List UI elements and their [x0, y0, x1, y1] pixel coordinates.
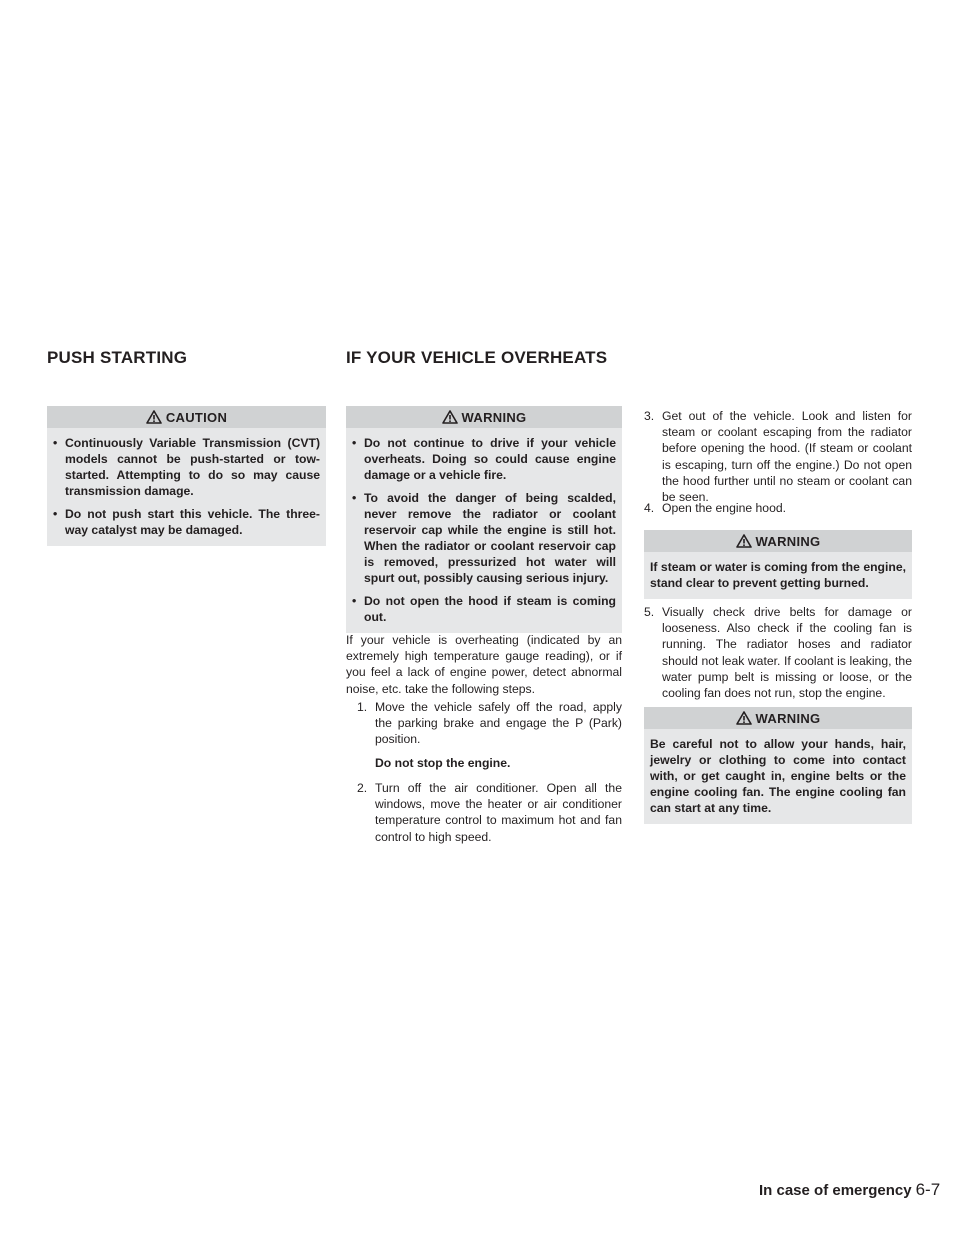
step-item	[644, 500, 912, 516]
warning-bullet-text: To avoid the danger of being scalded, never remove the radiator or coolant reservoir cap while the engine is still hot. When the radiator or coolant reservoir cap is removed, pressurized hot water will spurt out, possibly causing serious injury.	[364, 491, 616, 585]
step-item	[644, 604, 912, 701]
warning-bullet: • Do not open the hood if steam is coming out.	[352, 594, 616, 624]
warning-body: Be careful not to allow your hands, hair, jewelry or clothing to come into contact with, or get caught in, engine belts or the engine cooling fan. The engine cooling fan can start at any time.	[650, 737, 906, 815]
warning-body	[346, 428, 622, 633]
warning-bullet: • Do not continue to drive if your vehicle overheats. Doing so could cause engine damage or a vehicle fire.	[352, 436, 616, 482]
warning-box-overheat	[346, 406, 622, 633]
warning-bullet-text: Do not open the hood if steam is coming out.	[364, 594, 616, 624]
warning-box-header	[644, 707, 912, 729]
warning-title: WARNING	[755, 710, 821, 726]
warning-bullet-text: Do not continue to drive if your vehicle overheats. Doing so could cause engine damage or a vehicle fire.	[364, 436, 616, 482]
caution-bullet: • Do not push start this vehicle. The three-way catalyst may be damaged.	[53, 507, 320, 537]
caution-title: CAUTION	[165, 409, 228, 425]
step-number: 4.	[644, 501, 655, 515]
page-footer	[759, 1180, 940, 1200]
section-heading-push-starting: PUSH STARTING	[47, 348, 188, 367]
warning-box-fan	[644, 707, 912, 824]
step-item	[357, 699, 622, 748]
intro-paragraph: If your vehicle is overheating (indicated by an extremely high temperature gauge reading), or if you feel a lack of engine power, detect abnormal noise, etc. take the following steps.	[346, 633, 622, 696]
caution-body	[47, 428, 326, 546]
step-number: 1.	[357, 700, 368, 714]
step-text: Get out of the vehicle. Look and listen for steam or coolant escaping from the radiator before opening the hood. (If steam or coolant is escaping, turn off the engine.) Do not open the hood further until no steam or coolant can be seen.	[662, 409, 912, 505]
step-item	[357, 780, 622, 845]
page-number: 6-7	[915, 1180, 941, 1199]
warning-title: WARNING	[461, 409, 527, 425]
warning-box-header	[644, 530, 912, 552]
step-item	[644, 408, 912, 505]
warning-triangle-icon	[736, 711, 752, 725]
step-text: Turn off the air conditioner. Open all the windows, move the heater or air conditioner temperature control to maximum hot and fan control to high speed.	[375, 781, 622, 844]
caution-bullet-text: Continuously Variable Transmission (CVT) models cannot be push-started or tow-started. Attempting to do so may cause transmission damage.	[65, 436, 320, 498]
step-note-text: Do not stop the engine.	[375, 756, 511, 770]
caution-box	[47, 406, 326, 546]
step-text: Visually check drive belts for damage or looseness. Also check if the cooling fan is running. The radiator hoses and radiator should not leak water. If coolant is leaking, the water pump belt is missing or loose, or the cooling fan does not run, stop the engine.	[662, 605, 912, 701]
step-number: 5.	[644, 605, 655, 619]
caution-bullet-text: Do not push start this vehicle. The three-way catalyst may be damaged.	[65, 507, 320, 537]
warning-box-header	[346, 406, 622, 428]
step-number: 3.	[644, 409, 655, 423]
footer-section-title: In case of emergency	[759, 1182, 912, 1199]
step-number: 2.	[357, 781, 368, 795]
warning-title: WARNING	[755, 533, 821, 549]
step-note	[357, 755, 622, 771]
step-text: Open the engine hood.	[662, 501, 787, 515]
caution-bullet: • Continuously Variable Transmission (CVT) models cannot be push-started or tow-started. Attempting to do so may cause transmission damage.	[53, 436, 320, 498]
step-text: Move the vehicle safely off the road, apply the parking brake and engage the P (Park) position.	[375, 700, 622, 747]
warning-triangle-icon	[736, 534, 752, 548]
caution-box-header	[47, 406, 326, 428]
section-heading-overheats: IF YOUR VEHICLE OVERHEATS	[346, 348, 608, 367]
warning-triangle-icon	[442, 410, 458, 424]
warning-triangle-icon	[146, 410, 162, 424]
warning-box-steam	[644, 530, 912, 599]
warning-body: If steam or water is coming from the engine, stand clear to prevent getting burned.	[650, 560, 906, 590]
warning-bullet: • To avoid the danger of being scalded, never remove the radiator or coolant reservoir cap while the engine is still hot. When the radiator or coolant reservoir cap is removed, pressurized hot water will spurt out, possibly causing serious injury.	[352, 491, 616, 585]
